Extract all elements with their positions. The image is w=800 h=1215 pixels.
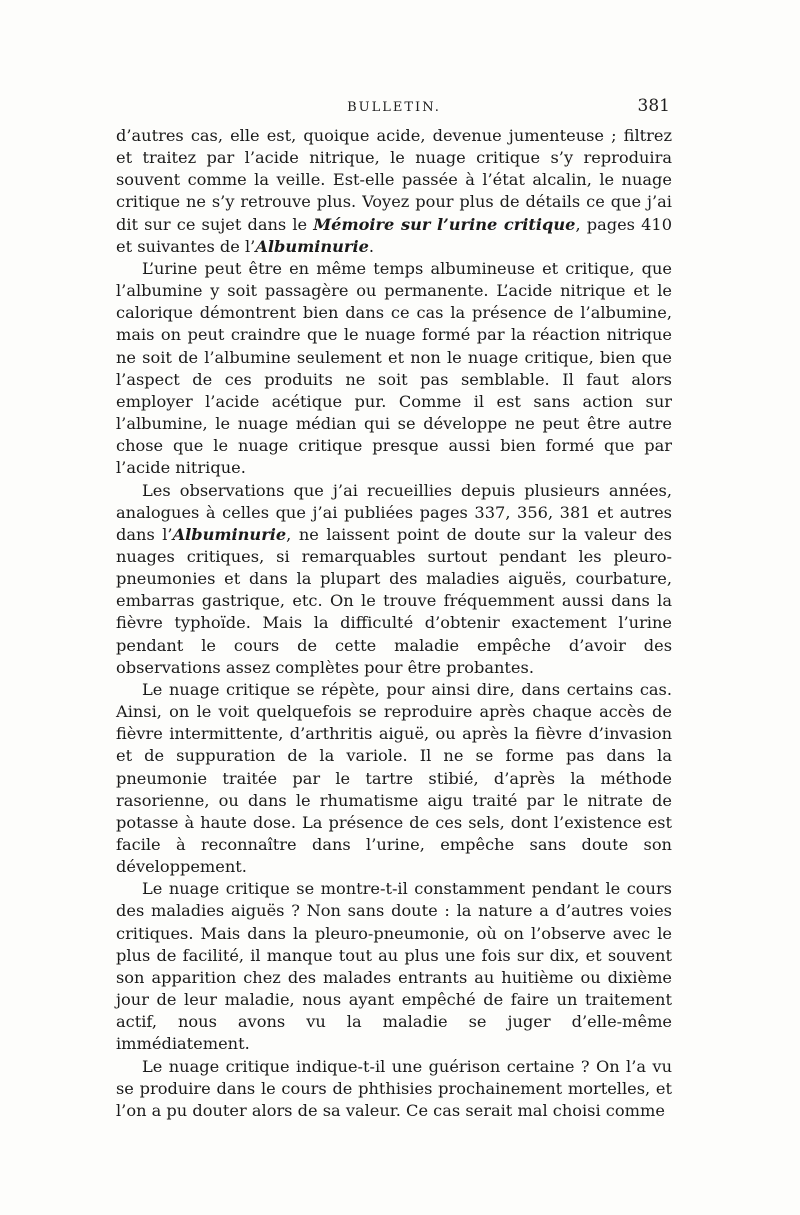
paragraph [116, 258, 672, 480]
paragraph-text: Le nuage critique se répète, pour ainsi dire, dans certains cas. Ainsi, on le voit quelquefois se reproduire après chaque accès de fièvre intermittente, d’arthritis aiguë, ou après la fièvre d’invasion et de suppuration de la variole. Il ne se forme pas dans la pneumonie traitée par le tartre stibié, d’après la méthode rasorienne, ou dans le rhumatisme aigu traité par le nitrate de potasse à haute dose. La présence de ces sels, dont l’existence est facile à reconnaître dans l’urine, empêche sans doute son développement. [116, 679, 672, 877]
page-header [118, 96, 670, 120]
running-head: BULLETIN. [347, 100, 441, 115]
paragraph [116, 679, 672, 878]
page-number: 381 [637, 96, 670, 116]
paragraph-text: Le nuage critique se montre-t-il constamment pendant le cours des maladies aiguës ? Non sans doute : la nature a d’autres voies critiques. Mais dans la pleuro-pneumonie, où on l’observe avec le plus de facilité, il manque tout au plus une fois sur dix, et souvent son apparition chez des malades entrants au huitième ou dixième jour de leur maladie, nous ayant empêché de faire un traitement actif, nous avons vu la maladie se juger d’elle-même immédiatement. [116, 879, 672, 1054]
paragraph [116, 1056, 672, 1122]
emphasized-title: Albuminurie [172, 524, 287, 544]
paragraph-text: d’autres cas, elle est, quoique acide, devenue jumenteuse ; filtrez et traitez par l’acide nitrique, le nuage critique s’y reproduira souvent comme la veille. Est-elle passée à l’état alcalin, le nuage critique ne s’y retrouve plus. Voyez pour plus de détails ce que j’ai dit sur ce sujet dans le [116, 126, 672, 234]
paragraph [116, 480, 672, 679]
paragraph-text: , pages 410 et suivantes de l’ [116, 214, 672, 256]
emphasized-title: Albuminurie [255, 236, 369, 256]
paragraph [116, 878, 672, 1055]
paragraph-text: Les observations que j’ai recueillies depuis plusieurs années, analogues à celles que j’ai publiées pages 337, 356, 381 et autres dans l’ [116, 480, 672, 544]
paragraph-text: , ne laissent point de doute sur la valeur des nuages critiques, si remarquables surtout pendant les pleuro-pneumonies et dans la plupart des maladies aiguës, courbature, embarras gastrique, etc. On le trouve fréquemment aussi dans la fièvre typhoïde. Mais la difficulté d’obtenir exactement l’urine pendant le cours de cette maladie empêche d’avoir des observations assez complètes pour être probantes. [116, 524, 672, 677]
emphasized-title: Mémoire sur l’urine critique [313, 214, 576, 234]
paragraph-text: Le nuage critique indique-t-il une guérison certaine ? On l’a vu se produire dans le cours de phthisies prochainement mortelles, et l’on a pu douter alors de sa valeur. Ce cas serait mal choisi comme [116, 1056, 672, 1120]
paragraph [116, 125, 672, 258]
body-text [116, 125, 672, 1122]
paragraph-text: L’urine peut être en même temps albumineuse et critique, que l’albumine y soit passagère ou permanente. L’acide nitrique et le calorique démontrent bien dans ce cas la présence de l’albumine, mais on peut craindre que le nuage formé par la réaction nitrique ne soit de l’albumine seulement et non le nuage critique, bien que l’aspect de ces produits ne soit pas semblable. Il faut alors employer l’acide acétique pur. Comme il est sans action sur l’albumine, le nuage médian qui se développe ne peut être autre chose que le nuage critique presque aussi bien formé que par l’acide nitrique. [116, 258, 672, 478]
paragraph-text: . [368, 236, 375, 256]
